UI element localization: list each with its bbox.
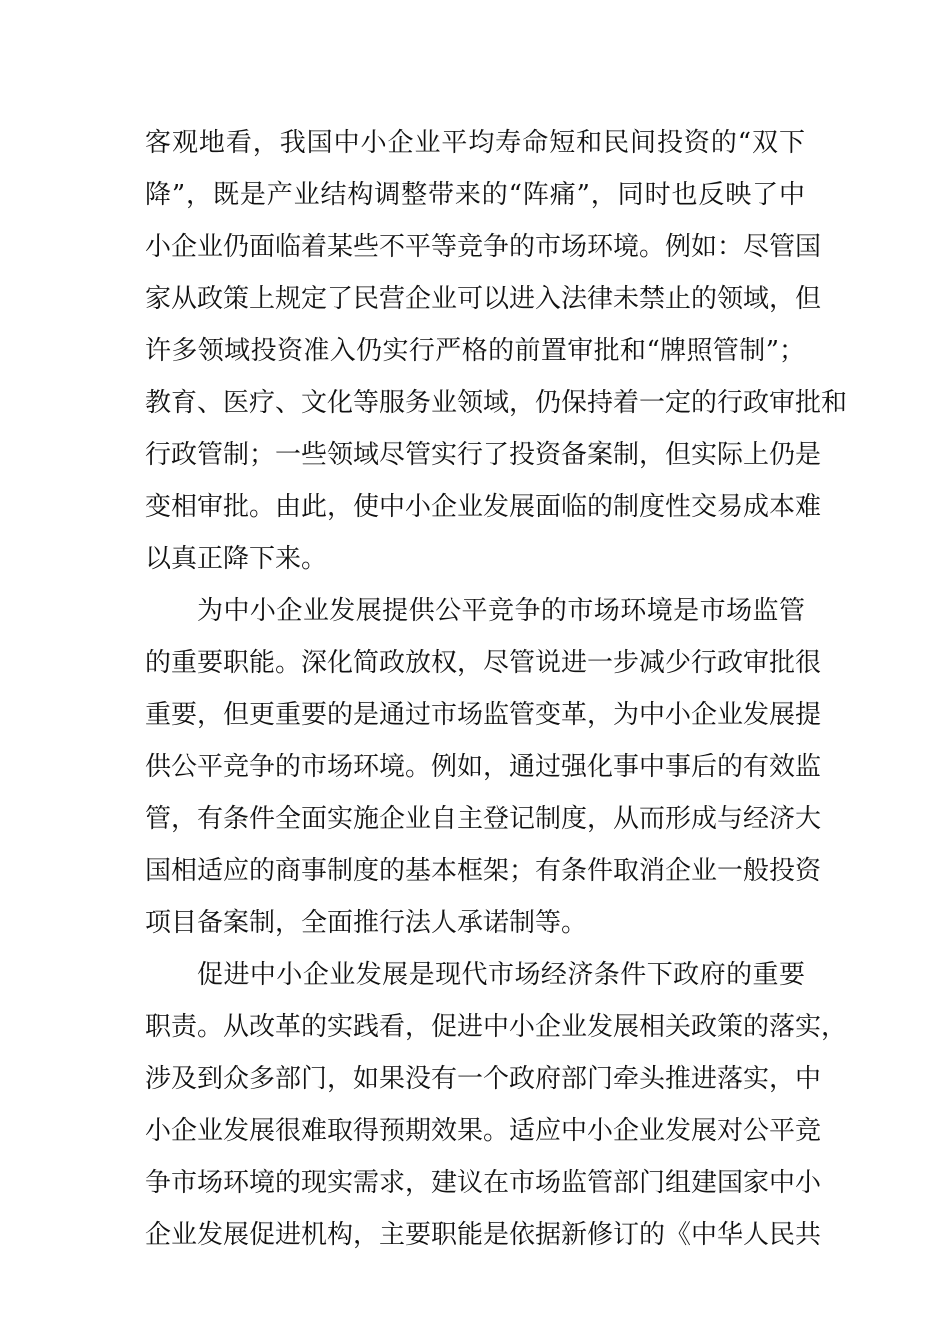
paragraph-line: 企业发展促进机构，主要职能是依据新修订的《中华人民共 [145,1220,822,1250]
paragraph-line: 以真正降下来。 [145,544,328,574]
paragraph-line: 家从政策上规定了民营企业可以进入法律未禁止的领域，但 [145,284,822,314]
paragraph-line: 争市场环境的现实需求，建议在市场监管部门组建国家中小 [145,1168,822,1198]
paragraph-line: 管，有条件全面实施企业自主登记制度，从而形成与经济大 [145,804,822,834]
paragraph-line: 小企业发展很难取得预期效果。适应中小企业发展对公平竞 [145,1116,822,1146]
paragraph-line: 客观地看，我国中小企业平均寿命短和民间投资的“双下 [145,128,805,158]
paragraph-line: 涉及到众多部门，如果没有一个政府部门牵头推进落实，中 [145,1064,822,1094]
paragraph-line: 供公平竞争的市场环境。例如，通过强化事中事后的有效监 [145,752,822,782]
paragraph-line: 的重要职能。深化简政放权，尽管说进一步减少行政审批很 [145,648,822,678]
paragraph-line: 降”，既是产业结构调整带来的“阵痛”，同时也反映了中 [145,180,805,210]
paragraph-line: 行政管制；一些领域尽管实行了投资备案制，但实际上仍是 [145,440,822,470]
paragraph-line: 教育、医疗、文化等服务业领域，仍保持着一定的行政审批和 [145,388,848,418]
paragraph-line: 为中小企业发展提供公平竞争的市场环境是市场监管 [197,596,805,626]
paragraph-line: 变相审批。由此，使中小企业发展面临的制度性交易成本难 [145,492,822,522]
paragraph-line: 小企业仍面临着某些不平等竞争的市场环境。例如：尽管国 [145,232,822,262]
paragraph-line: 促进中小企业发展是现代市场经济条件下政府的重要 [197,960,805,990]
paragraph-line: 国相适应的商事制度的基本框架；有条件取消企业一般投资 [145,856,822,886]
paragraph-line: 重要，但更重要的是通过市场监管变革，为中小企业发展提 [145,700,822,730]
paragraph-line: 项目备案制，全面推行法人承诺制等。 [145,908,588,938]
paragraph-line: 许多领域投资准入仍实行严格的前置审批和“牌照管制”； [145,336,805,366]
paragraph-line: 职责。从改革的实践看，促进中小企业发展相关政策的落实， [145,1012,848,1042]
